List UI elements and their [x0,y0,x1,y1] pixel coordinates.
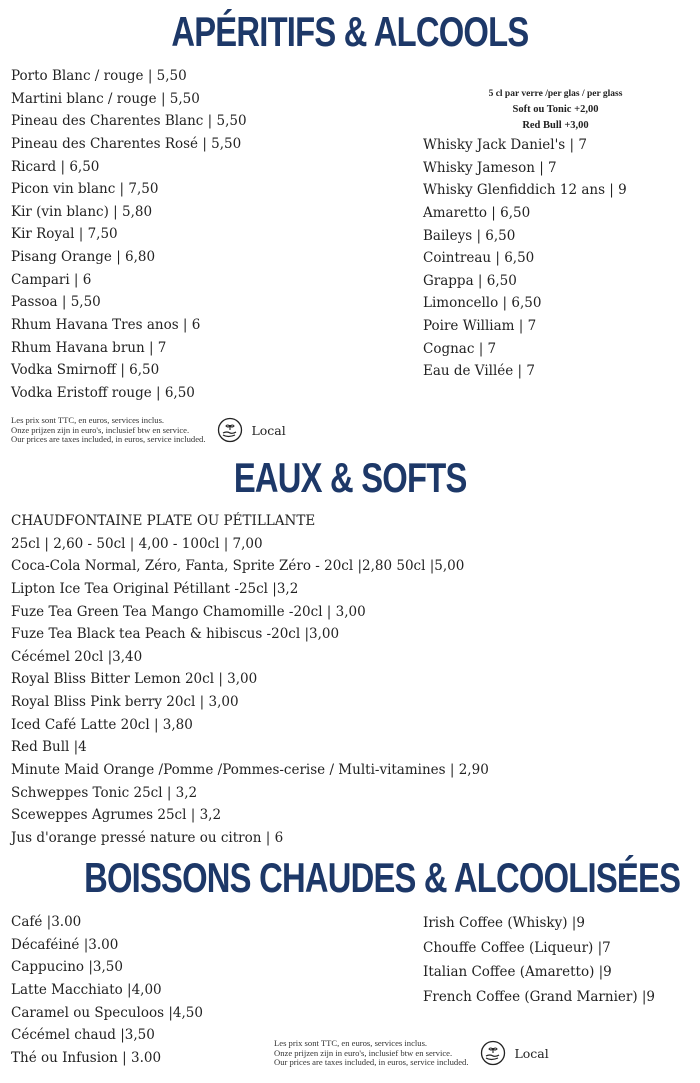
title-hot-drinks: BOISSONS CHAUDES & ALCOOLISÉES [84,854,681,901]
hand-plant-icon [217,417,243,443]
menu-item: Baileys | 6,50 [423,227,516,244]
legal-line: Les prix sont TTC, en euros, services inclus. [274,1038,428,1048]
price-footer-2 [274,1039,549,1068]
menu-item: Minute Maid Orange /Pomme /Pommes-cerise / Multi-vitamines | 2,90 [11,762,489,779]
menu-item: Pisang Orange | 6,80 [11,249,156,266]
note-glass-size: 5 cl par verre /per glas / per glass [488,89,623,99]
menu-item: Eau de Villée | 7 [423,363,535,380]
local-label: Local [251,422,286,438]
menu-item: Fuze Tea Green Tea Mango Chamomille -20cl | 3,00 [11,603,366,620]
menu-item: Royal Bliss Pink berry 20cl | 3,00 [11,694,239,711]
menu-item: Cointreau | 6,50 [423,250,535,267]
menu-item: Rhum Havana Tres anos | 6 [11,317,201,334]
hot-right-list [423,911,655,1009]
menu-item: Whisky Glenfiddich 12 ans | 9 [423,182,627,199]
menu-item: Schweppes Tonic 25cl | 3,2 [11,784,198,801]
local-label: Local [514,1045,549,1061]
menu-item: Décaféiné |3.00 [11,936,119,953]
title-softs: EAUX & SOFTS [233,454,467,501]
menu-item: French Coffee (Grand Marnier) |9 [423,988,656,1005]
local-badge [480,1040,548,1066]
menu-item: Caramel ou Speculoos |4,50 [11,1004,203,1021]
hand-plant-icon [480,1040,506,1066]
menu-item: Vodka Smirnoff | 6,50 [11,362,160,379]
menu-item: Limoncello | 6,50 [423,295,542,312]
legal-notice [11,416,205,445]
menu-item: Fuze Tea Black tea Peach & hibiscus -20cl |3,00 [11,626,340,643]
menu-item: Chouffe Coffee (Liqueur) |7 [423,939,611,956]
legal-line: Our prices are taxes included, in euros, service included. [274,1057,469,1068]
menu-item: Royal Bliss Bitter Lemon 20cl | 3,00 [11,671,258,688]
menu-item: Picon vin blanc | 7,50 [11,181,159,198]
menu-item: Whisky Jack Daniel's | 7 [423,137,587,153]
aperitifs-right-list [423,134,627,383]
menu-item: Red Bull |4 [11,739,87,756]
aperitifs-notes [423,86,688,134]
menu-item: Kir Royal | 7,50 [11,226,118,243]
menu-item: Café |3.00 [11,914,82,930]
menu-item: Amaretto | 6,50 [423,204,531,221]
menu-item: Campari | 6 [11,271,92,288]
menu-item: Poire William | 7 [423,318,537,335]
menu-item: Martini blanc / rouge | 5,50 [11,90,200,107]
note-soft-tonic: Soft ou Tonic +2,00 [512,104,599,115]
menu-item: Jus d'orange pressé nature ou citron | 6 [11,829,284,846]
local-badge [217,417,285,443]
menu-item: Latte Macchiato |4,00 [11,981,162,998]
legal-line: Onze prijzen zijn in euro's, inclusief btw en service. [11,424,190,435]
note-red-bull: Red Bull +3,00 [522,120,589,131]
legal-line: Les prix sont TTC, en euros, services inclus. [11,415,165,425]
menu-item: Cécémel chaud |3,50 [11,1027,155,1044]
menu-item: Iced Café Latte 20cl | 3,80 [11,716,193,733]
menu-item: Porto Blanc / rouge | 5,50 [11,68,187,84]
menu-item: Coca-Cola Normal, Zéro, Fanta, Sprite Zéro - 20cl |2,80 50cl |5,00 [11,558,465,575]
menu-item: Pineau des Charentes Rosé | 5,50 [11,135,242,152]
menu-item: Cécémel 20cl |3,40 [11,648,143,665]
menu-item: Cappucino |3,50 [11,959,123,976]
title-aperitifs: APÉRITIFS & ALCOOLS [171,8,529,55]
menu-item: Vodka Eristoff rouge | 6,50 [11,384,195,401]
menu-item: Grappa | 6,50 [423,272,517,289]
menu-item: Lipton Ice Tea Original Pétillant -25cl |3,2 [11,580,299,597]
legal-line: Onze prijzen zijn in euro's, inclusief btw en service. [274,1047,453,1058]
menu-item: CHAUDFONTAINE PLATE OU PÉTILLANTE [11,513,316,529]
legal-notice [274,1039,468,1068]
menu-item: Pineau des Charentes Blanc | 5,50 [11,113,247,130]
menu-item: Whisky Jameson | 7 [423,159,557,176]
menu-item: Cognac | 7 [423,340,497,357]
menu-item: 25cl | 2,60 - 50cl | 4,00 - 100cl | 7,00 [11,535,263,552]
softs-list [11,510,489,850]
hot-left-list [11,911,203,1069]
menu-item: Thé ou Infusion | 3.00 [11,1049,162,1066]
menu-item: Rhum Havana brun | 7 [11,339,167,356]
price-footer-1 [11,416,286,445]
aperitifs-left-list [11,65,247,405]
legal-line: Our prices are taxes included, in euros, service included. [11,434,206,445]
menu-item: Italian Coffee (Amaretto) |9 [423,964,612,980]
menu-item: Ricard | 6,50 [11,158,100,175]
menu-item: Sceweppes Agrumes 25cl | 3,2 [11,807,222,824]
menu-item: Kir (vin blanc) | 5,80 [11,203,153,220]
menu-item: Passoa | 5,50 [11,294,101,311]
menu-item: Irish Coffee (Whisky) |9 [423,915,585,931]
